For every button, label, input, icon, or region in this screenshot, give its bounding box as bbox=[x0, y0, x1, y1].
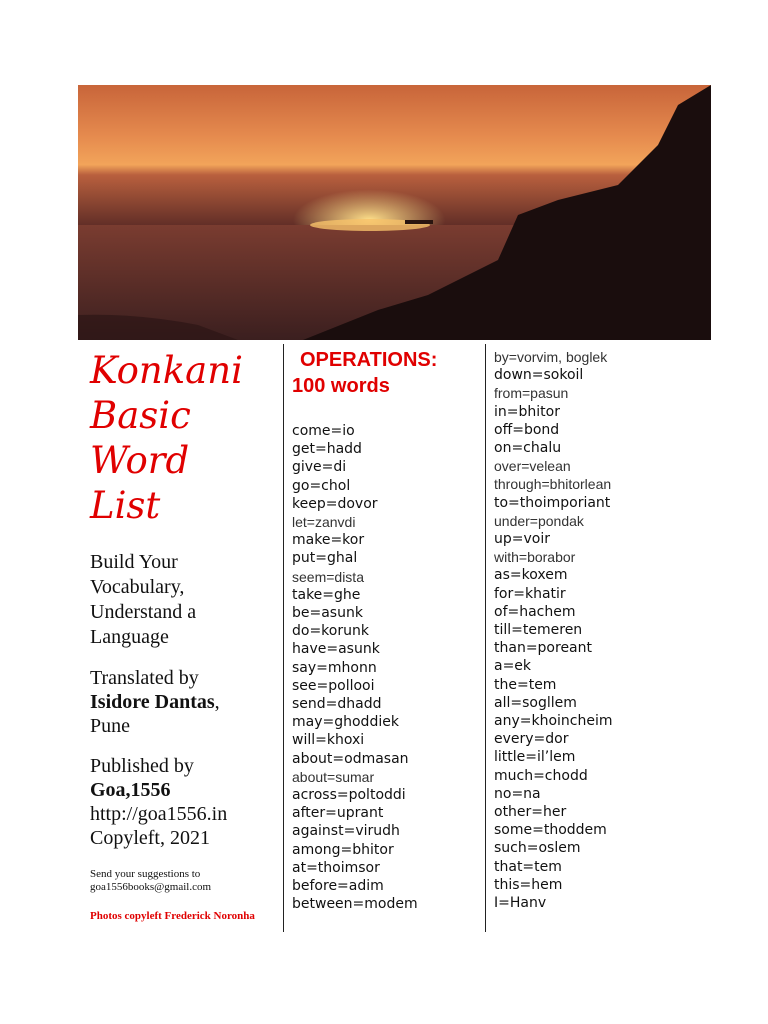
word-entry: across=poltoddi bbox=[292, 787, 406, 804]
title-line: Konkani bbox=[90, 349, 243, 392]
publisher-block bbox=[90, 754, 275, 850]
word-entry: all=sogllem bbox=[494, 694, 577, 711]
word-entry: with=borabor bbox=[494, 549, 576, 566]
word-entry: at=thoimsor bbox=[292, 859, 380, 876]
word-entry: the=tem bbox=[494, 676, 557, 693]
translator-comma: , bbox=[214, 691, 220, 713]
publisher-url[interactable]: http://goa1556.in bbox=[90, 803, 228, 825]
title-line: Word bbox=[90, 439, 190, 482]
word-entry: any=khoincheim bbox=[494, 713, 613, 730]
word-entry: that=tem bbox=[494, 858, 562, 875]
word-entry: give=di bbox=[292, 459, 347, 476]
word-column-right bbox=[494, 348, 754, 912]
suggestions-line: Send your suggestions to bbox=[90, 868, 201, 880]
word-entry: little=il’lem bbox=[494, 749, 576, 766]
translator-block bbox=[90, 666, 275, 738]
word-entry: send=dhadd bbox=[292, 696, 382, 713]
word-entry: come=io bbox=[292, 423, 355, 439]
word-entry: other=her bbox=[494, 804, 567, 821]
word-entry: from=pasun bbox=[494, 385, 569, 402]
word-entry: no=na bbox=[494, 785, 541, 802]
word-entry: let=zanvdi bbox=[292, 514, 356, 531]
subtitle-line: Vocabulary, bbox=[90, 576, 185, 598]
word-entry: keep=dovor bbox=[292, 495, 378, 512]
word-entry: make=kor bbox=[292, 532, 365, 549]
word-entry: do=korunk bbox=[292, 623, 369, 640]
book-title bbox=[90, 348, 275, 528]
publisher-name: Goa,1556 bbox=[90, 779, 171, 801]
operations-heading: OPERATIONS: bbox=[300, 349, 438, 371]
word-entry: say=mhonn bbox=[292, 659, 377, 676]
word-entry: every=dor bbox=[494, 731, 569, 748]
word-entry: take=ghe bbox=[292, 586, 361, 603]
word-entry: on=chalu bbox=[494, 440, 562, 457]
word-entry: off=bond bbox=[494, 421, 560, 438]
word-entry: such=oslem bbox=[494, 840, 581, 857]
word-entry: till=temeren bbox=[494, 622, 583, 639]
word-entry: go=chol bbox=[292, 477, 351, 494]
subtitle-line: Build Your bbox=[90, 551, 178, 573]
word-entry: this=hem bbox=[494, 876, 563, 893]
word-entry: see=pollooi bbox=[292, 677, 375, 694]
word-entry: about=sumar bbox=[292, 768, 375, 785]
word-list-middle bbox=[292, 422, 472, 913]
suggestions-note bbox=[90, 868, 275, 894]
word-entry: up=voir bbox=[494, 531, 550, 548]
translator-name: Isidore Dantas bbox=[90, 691, 215, 713]
title-line: Basic bbox=[90, 394, 191, 437]
book-subtitle bbox=[90, 550, 275, 650]
word-entry: under=pondak bbox=[494, 512, 584, 529]
sunset-photo bbox=[78, 85, 711, 340]
column-divider bbox=[283, 344, 284, 932]
word-entry: I=Hanv bbox=[494, 895, 547, 912]
word-entry: get=hadd bbox=[292, 441, 362, 458]
word-list-right bbox=[494, 348, 754, 912]
translator-place: Pune bbox=[90, 715, 130, 737]
word-entry: than=poreant bbox=[494, 640, 592, 657]
word-entry: a=ek bbox=[494, 658, 532, 675]
word-entry: be=asunk bbox=[292, 605, 363, 622]
operations-subheading: 100 words bbox=[292, 375, 390, 397]
word-entry: in=bhitor bbox=[494, 403, 560, 420]
column-divider bbox=[485, 344, 486, 932]
title-line: List bbox=[90, 484, 161, 527]
word-entry: among=bhitor bbox=[292, 841, 394, 858]
cover-info bbox=[90, 348, 275, 922]
word-entry: put=ghal bbox=[292, 550, 358, 567]
subtitle-line: Language bbox=[90, 626, 169, 648]
word-entry: over=velean bbox=[494, 458, 571, 475]
word-entry: between=modem bbox=[292, 896, 418, 913]
word-entry: some=thoddem bbox=[494, 822, 607, 839]
word-entry: as=koxem bbox=[494, 567, 568, 584]
word-entry: down=sokoil bbox=[494, 367, 584, 384]
copyleft-text: Copyleft, 2021 bbox=[90, 827, 210, 849]
word-entry: for=khatir bbox=[494, 585, 566, 602]
word-entry: after=uprant bbox=[292, 805, 384, 822]
translated-by-label: Translated by bbox=[90, 667, 199, 689]
word-entry: through=bhitorlean bbox=[494, 476, 612, 493]
photo-credit: Photos copyleft Frederick Noronha bbox=[90, 910, 255, 922]
subtitle-line: Understand a bbox=[90, 601, 197, 623]
word-entry: to=thoimporiant bbox=[494, 494, 611, 511]
word-entry: before=adim bbox=[292, 878, 384, 895]
word-entry: by=vorvim, boglek bbox=[494, 349, 608, 365]
word-entry: may=ghoddiek bbox=[292, 714, 399, 731]
suggestions-email[interactable]: goa1556books@gmail.com bbox=[90, 881, 212, 893]
word-entry: about=odmasan bbox=[292, 750, 409, 767]
word-entry: much=chodd bbox=[494, 767, 588, 784]
word-entry: of=hachem bbox=[494, 603, 576, 620]
word-entry: against=virudh bbox=[292, 823, 400, 840]
word-entry: seem=dista bbox=[292, 568, 364, 585]
word-entry: will=khoxi bbox=[292, 732, 365, 749]
word-entry: have=asunk bbox=[292, 641, 380, 658]
operations-column bbox=[292, 346, 472, 913]
published-by-label: Published by bbox=[90, 755, 194, 777]
